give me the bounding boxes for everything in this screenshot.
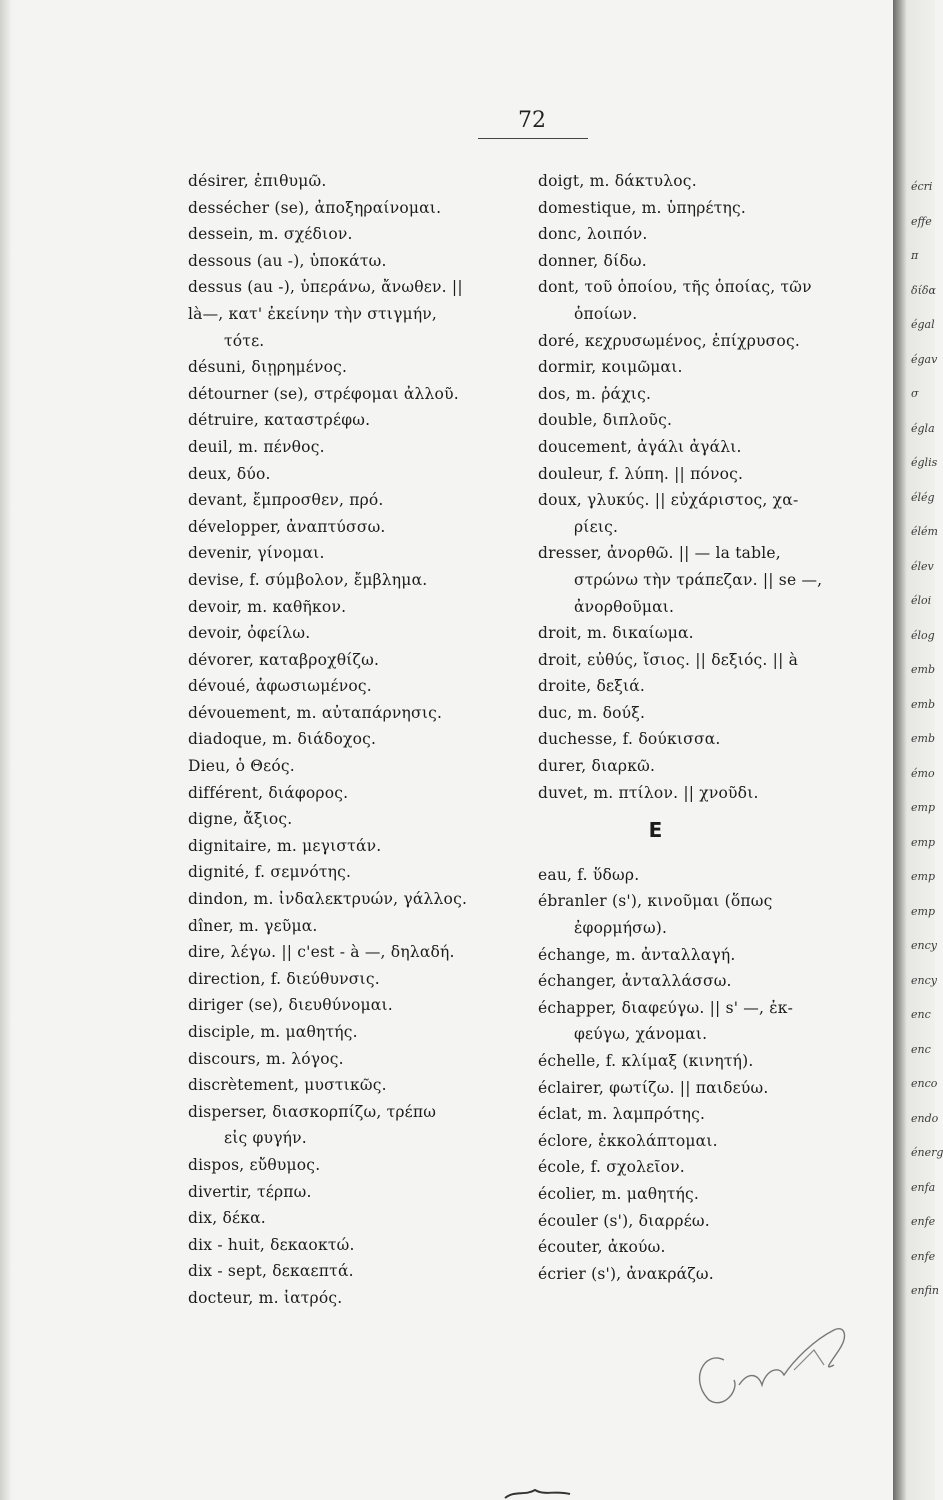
dictionary-entry: désirer, ἐπιθυμῶ.	[188, 172, 327, 190]
dictionary-entry: deux, δύο.	[188, 464, 271, 483]
facing-page-fragment: élev	[911, 559, 934, 573]
dictionary-entry: détruire, καταστρέφω.	[188, 411, 371, 430]
facing-page-fragment: églis	[911, 456, 938, 469]
dictionary-entry: devoir, m. καθῆκον.	[188, 597, 347, 616]
left-column	[188, 168, 523, 1312]
entry-continuation: εἰς φυγήν.	[224, 1129, 307, 1148]
dictionary-entry: deuil, m. πένθος.	[188, 437, 325, 456]
facing-page-fragment: enco	[911, 1077, 938, 1090]
facing-page-fragment: émo	[911, 766, 935, 780]
dictionary-entry: dont, τοῦ ὁποίου, τῆς ὁποίας, τῶν	[538, 278, 812, 297]
dictionary-entry: dignitaire, m. μεγιστάν.	[188, 836, 382, 855]
facing-page-fragment: ency	[911, 939, 937, 952]
entry-continuation: ἀνορθοῦμαι.	[574, 597, 675, 616]
dictionary-entry: ébranler (s'), κινοῦμαι (ὅπως	[538, 892, 773, 911]
page-number: 72	[518, 108, 546, 133]
facing-page-fragment: énerg	[911, 1146, 943, 1159]
dictionary-entry: droit, m. δικαίωμα.	[538, 624, 694, 643]
entry-continuation: ρίεις.	[574, 517, 619, 536]
dictionary-entry: dresser, ἀνορθῶ. || — la table,	[538, 544, 781, 563]
dictionary-entry: dire, λέγω. || c'est - à —, δηλαδή.	[188, 943, 455, 962]
dictionary-entry: échange, m. ἀνταλλαγή.	[538, 945, 736, 964]
dictionary-entry: devenir, γίνομαι.	[188, 544, 325, 563]
dictionary-entry: dessus (au -), ὑπεράνω, ἄνωθεν. ||	[188, 278, 463, 297]
dictionary-entry: doré, κεχρυσωμένος, ἐπίχρυσος.	[538, 331, 800, 350]
dictionary-entry: discrètement, μυστικῶς.	[188, 1076, 387, 1095]
dictionary-entry: disperser, διασκορπίζω, τρέπω	[188, 1102, 437, 1121]
dictionary-entry: domestique, m. ὑπηρέτης.	[538, 198, 747, 217]
dictionary-entry: dîner, m. γεῦμα.	[188, 916, 318, 935]
dictionary-entry: échanger, ἀνταλλάσσω.	[538, 972, 732, 991]
facing-page-fragment: enc	[911, 1042, 931, 1056]
dictionary-entry: dispos, εὔθυμος.	[188, 1155, 321, 1174]
dictionary-entry: désuni, διῃρημένος.	[188, 358, 348, 377]
dictionary-entry: discours, m. λόγος.	[188, 1049, 344, 1068]
facing-page-fragment: enfe	[911, 1215, 936, 1228]
facing-page-fragment: élég	[911, 490, 935, 504]
right-column	[538, 168, 883, 1287]
facing-page-fragment: enc	[911, 1008, 931, 1021]
dictionary-entry: écouter, ἀκούω.	[538, 1238, 666, 1257]
dictionary-entry: développer, ἀναπτύσσω.	[188, 517, 386, 536]
dictionary-entry: différent, διάφορος.	[188, 783, 349, 802]
dictionary-entry: digne, ἄξιος.	[188, 810, 293, 829]
dictionary-entry: duchesse, f. δούκισσα.	[538, 730, 721, 749]
dictionary-entry: éclat, m. λαμπρότης.	[538, 1105, 706, 1124]
dictionary-entry: doucement, ἀγάλι ἀγάλι.	[538, 437, 742, 456]
dictionary-entry: dix, δέκα.	[188, 1209, 266, 1228]
dictionary-entry: eau, f. ὕδωρ.	[538, 865, 640, 884]
facing-page-fragment: égla	[911, 421, 935, 435]
facing-page-fragment: emp	[911, 870, 935, 883]
dictionary-entry: docteur, m. ἰατρός.	[188, 1288, 343, 1307]
dictionary-entry: écolier, m. μαθητής.	[538, 1184, 700, 1203]
dictionary-entry: dix - sept, δεκαεπτά.	[188, 1262, 354, 1281]
dictionary-entry: dindon, m. ἰνδαλεκτρυών, γάλλος.	[188, 890, 468, 909]
facing-page-fragment: ency	[911, 973, 937, 987]
dictionary-entry: donc, λοιπόν.	[538, 225, 648, 244]
dictionary-entry: direction, f. διεύθυνσις.	[188, 969, 380, 988]
facing-page-fragment: enfin	[911, 1284, 940, 1297]
dictionary-entry: divertir, τέρπω.	[188, 1182, 312, 1201]
dictionary-entry: échelle, f. κλίμαξ (κινητή).	[538, 1052, 754, 1070]
dictionary-entry: devise, f. σύμβολον, ἔμβλημα.	[188, 570, 428, 589]
dictionary-entry: dormir, κοιμῶμαι.	[538, 358, 683, 377]
entry-continuation: ἐφορμήσω).	[574, 919, 668, 938]
dictionary-entry: dévorer, καταβροχθίζω.	[188, 650, 380, 669]
facing-page-fragment: égav	[911, 352, 938, 366]
dictionary-entry: duc, m. δούξ.	[538, 703, 646, 722]
facing-page-fragment: égal	[911, 318, 935, 331]
dictionary-entry: doux, γλυκύς. || εὐχάριστος, χα-	[538, 491, 799, 510]
facing-page-fragment: élog	[911, 628, 935, 642]
dictionary-entry: Dieu, ὁ Θεός.	[188, 757, 295, 776]
handwritten-signature	[684, 1310, 864, 1420]
facing-page-fragment: emb	[911, 663, 935, 676]
dictionary-entry: droite, δεξιά.	[538, 677, 646, 696]
dictionary-entry: dessous (au -), ὑποκάτω.	[188, 251, 387, 270]
dictionary-entry: douleur, f. λύπη. || πόνος.	[538, 464, 744, 483]
dictionary-entry: devoir, ὀφείλω.	[188, 624, 311, 643]
dictionary-entry: éclore, ἐκκολάπτομαι.	[538, 1131, 718, 1150]
dictionary-entry: dessein, m. σχέδιον.	[188, 225, 353, 244]
dictionary-entry: dix - huit, δεκαοκτώ.	[188, 1235, 355, 1254]
dictionary-entry: duvet, m. πτίλον. || χνοῦδι.	[538, 783, 759, 802]
entry-continuation: στρώνω τὴν τράπεζαν. || se —,	[574, 570, 823, 589]
facing-page-fragment: emp	[911, 801, 935, 814]
facing-page-fragment: emp	[911, 835, 935, 849]
dictionary-entry: doigt, m. δάκτυλος.	[538, 172, 697, 190]
dictionary-entry: écrier (s'), ἀνακράζω.	[538, 1264, 714, 1283]
facing-page-fragment: enfa	[911, 1180, 936, 1194]
dictionary-entry: écouler (s'), διαρρέω.	[538, 1211, 710, 1230]
facing-page-fragment: endo	[911, 1111, 939, 1125]
dictionary-entry: double, διπλοῦς.	[538, 411, 673, 430]
dictionary-entry: dévoué, ἀφωσιωμένος.	[188, 677, 372, 696]
dictionary-entry: éclairer, φωτίζω. || παιδεύω.	[538, 1078, 769, 1097]
facing-page-fragment: emp	[911, 904, 935, 918]
bottom-scrawl-mark	[500, 1480, 580, 1500]
facing-page-edge	[893, 0, 943, 1500]
dictionary-entry: diriger (se), διευθύνομαι.	[188, 996, 393, 1015]
facing-page-fragment: π	[911, 249, 919, 262]
dictionary-entry: échapper, διαφεύγω. || s' —, ἐκ-	[538, 998, 794, 1017]
entry-continuation: ὁποίων.	[574, 304, 638, 323]
section-letter-e: E	[648, 818, 663, 843]
d-entries	[538, 168, 883, 806]
facing-page-fragment: élém	[911, 525, 938, 538]
dictionary-entry: dévouement, m. αὐταπάρνησις.	[188, 703, 443, 722]
facing-page-fragment: emb	[911, 697, 935, 711]
dictionary-entry: dessécher (se), ἀποξηραίνομαι.	[188, 198, 442, 217]
facing-page-fragment: σ	[911, 387, 919, 400]
dictionary-entry: droit, εὐθύς, ἴσιος. || δεξιός. || à	[538, 650, 799, 669]
facing-page-fragment: enfe	[911, 1249, 936, 1263]
dictionary-entry: donner, δίδω.	[538, 251, 647, 270]
e-entries	[538, 862, 883, 1288]
dictionary-entry: école, f. σχολεῖον.	[538, 1158, 685, 1177]
dictionary-entry: détourner (se), στρέφομαι ἀλλοῦ.	[188, 384, 459, 403]
header-rule	[478, 138, 588, 139]
facing-page-fragment: éloi	[911, 594, 932, 607]
entry-continuation: φεύγω, χάνομαι.	[574, 1025, 708, 1044]
dictionary-entry: diadoque, m. διάδοχος.	[188, 730, 377, 749]
dictionary-entry: là—, κατ' ἐκείνην τὴν στιγμήν,	[188, 304, 438, 323]
dictionary-entry: devant, ἔμπροσθεν, πρό.	[188, 491, 384, 510]
dictionary-entry: dos, m. ῥάχις.	[538, 384, 652, 403]
facing-page-fragment: effe	[911, 214, 932, 228]
dictionary-entry: dignité, f. σεμνότης.	[188, 863, 352, 882]
facing-page-fragment: emb	[911, 732, 935, 745]
facing-page-fragment: δίδα	[911, 283, 936, 297]
page-left-shadow	[0, 0, 12, 1500]
entry-continuation: τότε.	[224, 331, 265, 350]
dictionary-entry: disciple, m. μαθητής.	[188, 1023, 358, 1041]
dictionary-entry: durer, διαρκῶ.	[538, 757, 656, 776]
facing-page-fragment: écri	[911, 180, 933, 193]
